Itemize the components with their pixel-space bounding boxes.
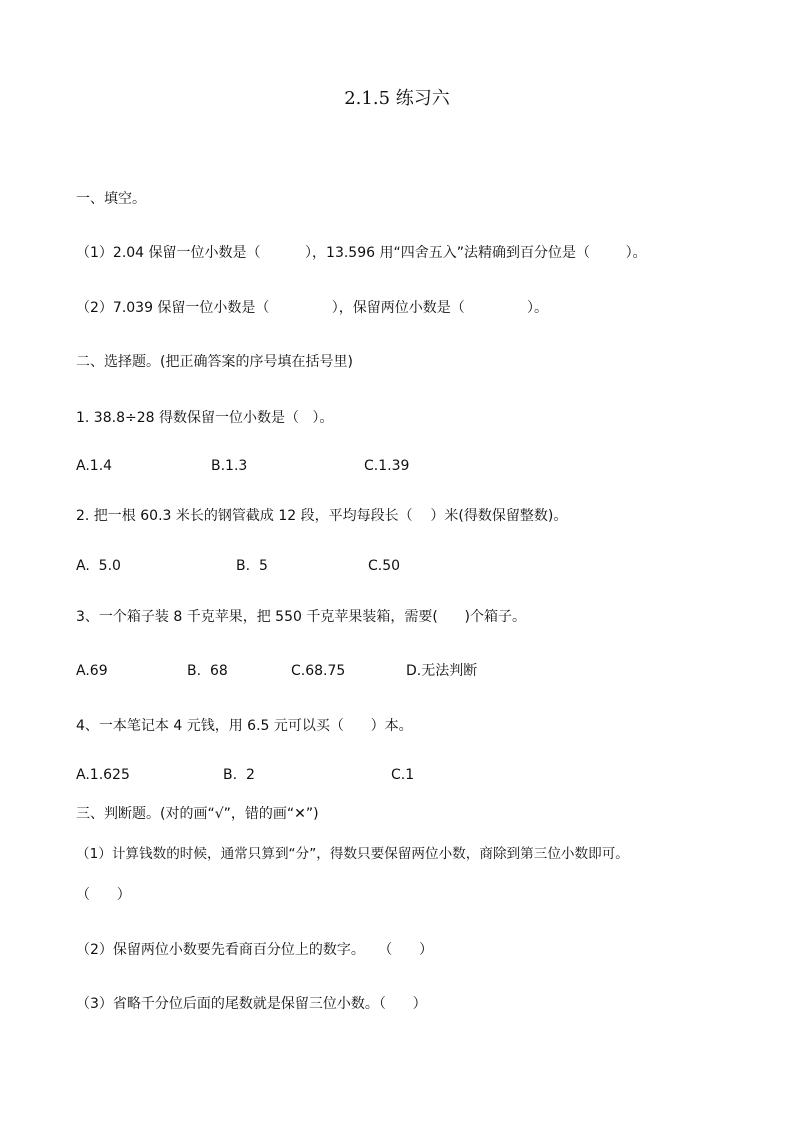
choice-q4-option-a: A.1.625 (76, 767, 130, 783)
judge-q1-blank: （ ） (76, 887, 131, 903)
choice-q3-option-a: A.69 (76, 663, 108, 679)
choice-q1-option-a: A.1.4 (76, 458, 113, 474)
choice-q1-option-c: C.1.39 (364, 458, 410, 474)
judge-q2: （2）保留两位小数要先看商百分位上的数字。 （ ） (76, 942, 433, 958)
choice-q4: 4、一本笔记本 4 元钱，用 6.5 元可以买（ ）本。 (76, 718, 413, 734)
choice-q3: 3、一个箱子装 8 千克苹果，把 550 千克苹果装箱，需要( )个箱子。 (76, 609, 526, 625)
choice-q2: 2. 把一根 60.3 米长的钢管截成 12 段，平均每段长（ ）米(得数保留整数)。 (76, 508, 568, 524)
choice-q4-option-c: C.1 (391, 767, 415, 783)
fill-blank-q1: （1）2.04 保留一位小数是（ ），13.596 用“四舍五入”法精确到百分位是（ ）。 (76, 245, 647, 261)
judge-q1: （1）计算钱数的时候，通常只算到“分”，得数只要保留两位小数，商除到第三位小数即可。 (76, 846, 629, 862)
judge-q3: （3）省略千分位后面的尾数就是保留三位小数。（ ） (76, 996, 427, 1012)
choice-q2-option-c: C.50 (368, 558, 401, 574)
choice-q2-option-b: B. 5 (236, 558, 268, 574)
section-3-heading: 三、判断题。(对的画“√”，错的画“✕”) (76, 806, 319, 822)
section-1-heading: 一、填空。 (76, 191, 146, 207)
section-2-heading: 二、选择题。(把正确答案的序号填在括号里) (76, 354, 353, 370)
choice-q4-option-b: B. 2 (223, 767, 255, 783)
choice-q3-option-c: C.68.75 (291, 663, 346, 679)
choice-q3-option-d: D.无法判断 (406, 663, 478, 679)
choice-q1: 1. 38.8÷28 得数保留一位小数是（ ）。 (76, 410, 334, 426)
choice-q2-option-a: A. 5.0 (76, 558, 121, 574)
choice-q3-option-b: B. 68 (187, 663, 228, 679)
choice-q1-option-b: B.1.3 (211, 458, 248, 474)
fill-blank-q2: （2）7.039 保留一位小数是（ ），保留两位小数是（ ）。 (76, 300, 549, 316)
page-title: 2.1.5 练习六 (344, 88, 450, 109)
